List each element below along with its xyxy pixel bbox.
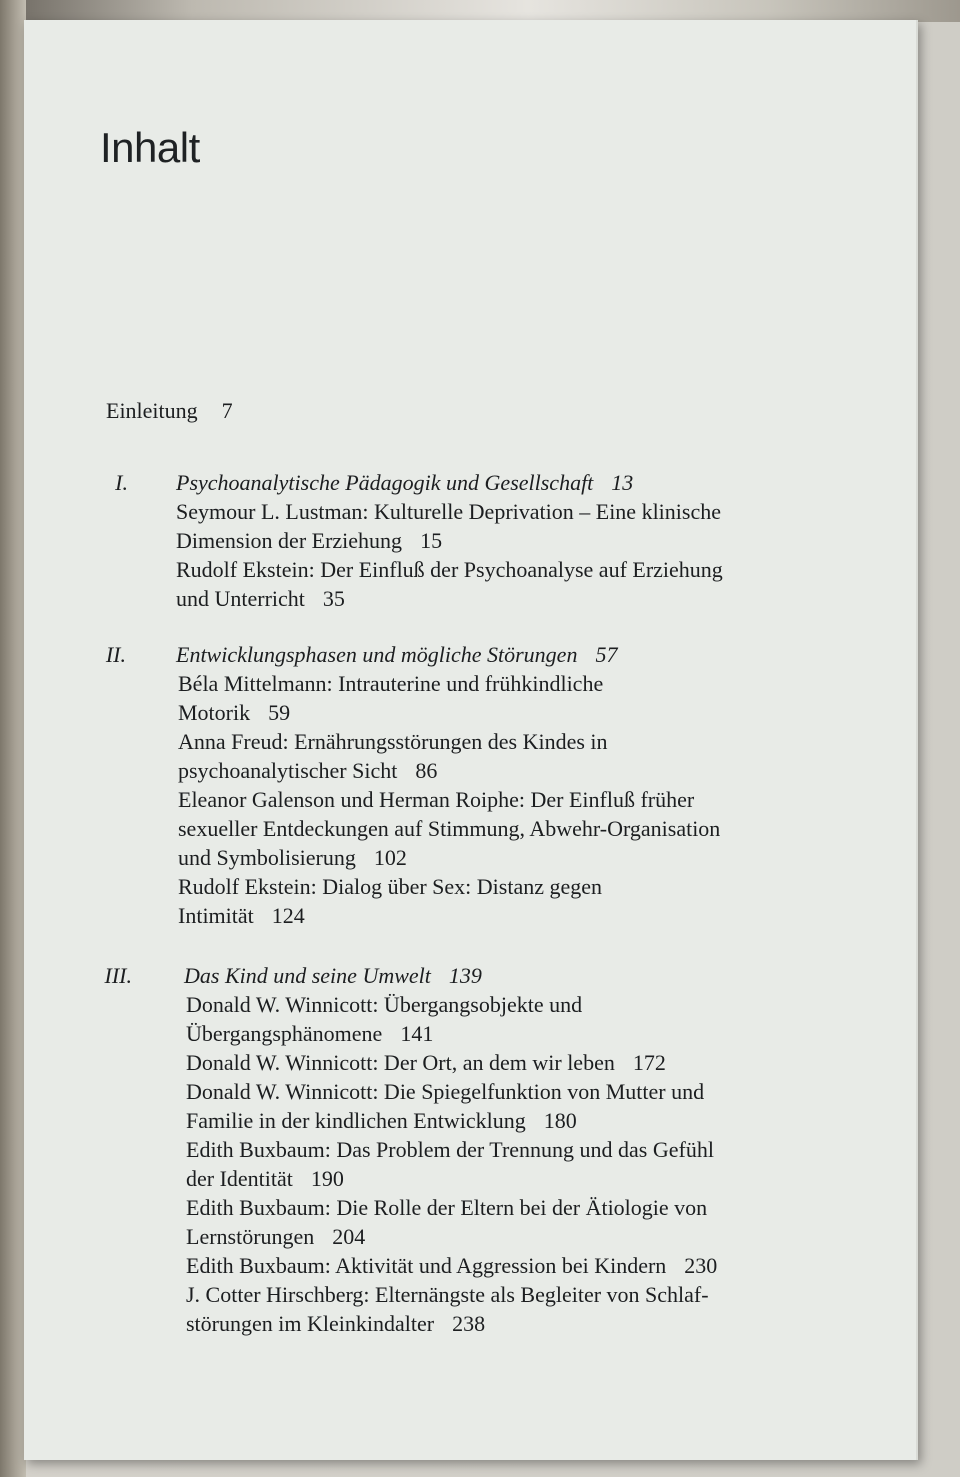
toc-entry [176, 497, 816, 555]
entry-text: Edith Buxbaum: Aktivität und Aggression bei Kindern [186, 1253, 667, 1278]
entry-line [176, 584, 816, 613]
entry-line [176, 555, 816, 584]
toc-entry [186, 1193, 824, 1251]
toc-entry [178, 727, 816, 785]
entry-line [178, 669, 816, 698]
entry-text: Dimension der Erziehung [176, 528, 403, 553]
entry-page: 124 [271, 903, 305, 928]
entry-text: Donald W. Winnicott: Die Spiegelfunktion von Mutter und [186, 1079, 705, 1104]
section-title: Psychoanalytische Pädagogik und Gesellschaft [176, 470, 594, 495]
toc-entry [186, 990, 824, 1048]
entry-page: 86 [415, 758, 438, 783]
entry-text: Donald W. Winnicott: Der Ort, an dem wir leben [186, 1050, 615, 1075]
entry-line [186, 1280, 824, 1309]
section-number: II. [105, 642, 126, 667]
entry-line [186, 1135, 824, 1164]
toc-section [115, 468, 816, 613]
entry-line [186, 1251, 824, 1280]
entry-line [176, 497, 816, 526]
entry-page: 102 [373, 845, 407, 870]
entry-line [178, 901, 816, 930]
entry-line [178, 843, 816, 872]
entry-page: 35 [322, 586, 345, 611]
entry-text: Familie in der kindlichen Entwicklung [186, 1108, 526, 1133]
section-page: 57 [595, 642, 618, 667]
section-title: Entwicklungsphasen und mögliche Störungen [176, 642, 578, 667]
entry-line [186, 1019, 824, 1048]
section-heading [104, 961, 824, 990]
entry-text: Eleanor Galenson und Herman Roiphe: Der Einfluß früher [178, 787, 695, 812]
book-page [24, 20, 918, 1460]
section-number: I. [115, 470, 128, 495]
show-through-texture [204, 130, 844, 510]
entry-line [186, 1048, 824, 1077]
toc-section [104, 961, 824, 1338]
section-title: Das Kind und seine Umwelt [184, 963, 431, 988]
entry-line [176, 526, 816, 555]
toc-entry [186, 1077, 824, 1135]
entry-page: 180 [543, 1108, 577, 1133]
section-page: 13 [611, 470, 634, 495]
entry-page: 172 [632, 1050, 666, 1075]
entry-line [178, 756, 816, 785]
entry-line [186, 1222, 824, 1251]
section-page: 139 [448, 963, 482, 988]
entry-page: 15 [420, 528, 443, 553]
entry-text: und Symbolisierung [178, 845, 356, 870]
entry-line [178, 727, 816, 756]
entry-text: Anna Freud: Ernährungsstörungen des Kindes in [178, 729, 608, 754]
toc-entry [178, 872, 816, 930]
entry-text: Übergangsphänomene [186, 1021, 383, 1046]
section-heading [105, 640, 816, 669]
toc-entry [186, 1251, 824, 1280]
entry-text: J. Cotter Hirschberg: Elternängste als Begleiter von Schlaf- [186, 1282, 709, 1307]
entry-page: 59 [268, 700, 291, 725]
entry-page: 204 [332, 1224, 366, 1249]
book-cover-edge [0, 0, 26, 1477]
entry-line [186, 1309, 824, 1338]
entry-text: Seymour L. Lustman: Kulturelle Deprivation – Eine klinische [176, 499, 721, 524]
toc-entry [176, 555, 816, 613]
entry-text: psychoanalytischer Sicht [178, 758, 398, 783]
entry-line [186, 1077, 824, 1106]
entry-text: sexueller Entdeckungen auf Stimmung, Abwehr-Organisation [178, 816, 721, 841]
toc-entry [178, 785, 816, 872]
entry-text: Edith Buxbaum: Das Problem der Trennung und das Gefühl [186, 1137, 714, 1162]
entry-line [178, 785, 816, 814]
entry-page: 141 [400, 1021, 434, 1046]
entry-line [186, 1106, 824, 1135]
entry-line [178, 698, 816, 727]
entry-line [178, 872, 816, 901]
entry-line [186, 990, 824, 1019]
entry-line [186, 1164, 824, 1193]
entry-text: der Identität [186, 1166, 293, 1191]
entry-line [178, 814, 816, 843]
entry-page: 190 [310, 1166, 344, 1191]
toc-entry [186, 1048, 824, 1077]
entry-text: störungen im Kleinkindalter [186, 1311, 435, 1336]
entry-page: 238 [452, 1311, 486, 1336]
table-surface [0, 0, 960, 22]
entry-text: Rudolf Ekstein: Der Einfluß der Psychoanalyse auf Erziehung [176, 557, 723, 582]
entry-page: 230 [684, 1253, 718, 1278]
toc-entry [186, 1135, 824, 1193]
toc-section [105, 640, 816, 930]
entry-text: und Unterricht [176, 586, 305, 611]
entry-text: Donald W. Winnicott: Übergangsobjekte und [186, 992, 583, 1017]
toc-entry [186, 1280, 824, 1338]
intro-page: 7 [221, 398, 233, 423]
entry-text: Lernstörungen [186, 1224, 315, 1249]
toc-intro [106, 396, 233, 426]
section-number: III. [104, 963, 132, 988]
intro-title: Einleitung [106, 398, 198, 423]
entry-text: Motorik [178, 700, 251, 725]
entry-text: Edith Buxbaum: Die Rolle der Eltern bei der Ätiologie von [186, 1195, 708, 1220]
entry-line [186, 1193, 824, 1222]
entry-text: Rudolf Ekstein: Dialog über Sex: Distanz gegen [178, 874, 603, 899]
entry-text: Intimität [178, 903, 254, 928]
entry-text: Béla Mittelmann: Intrauterine und frühkindliche [178, 671, 604, 696]
page-heading: Inhalt [100, 124, 200, 171]
section-heading [115, 468, 816, 497]
toc-entry [178, 669, 816, 727]
